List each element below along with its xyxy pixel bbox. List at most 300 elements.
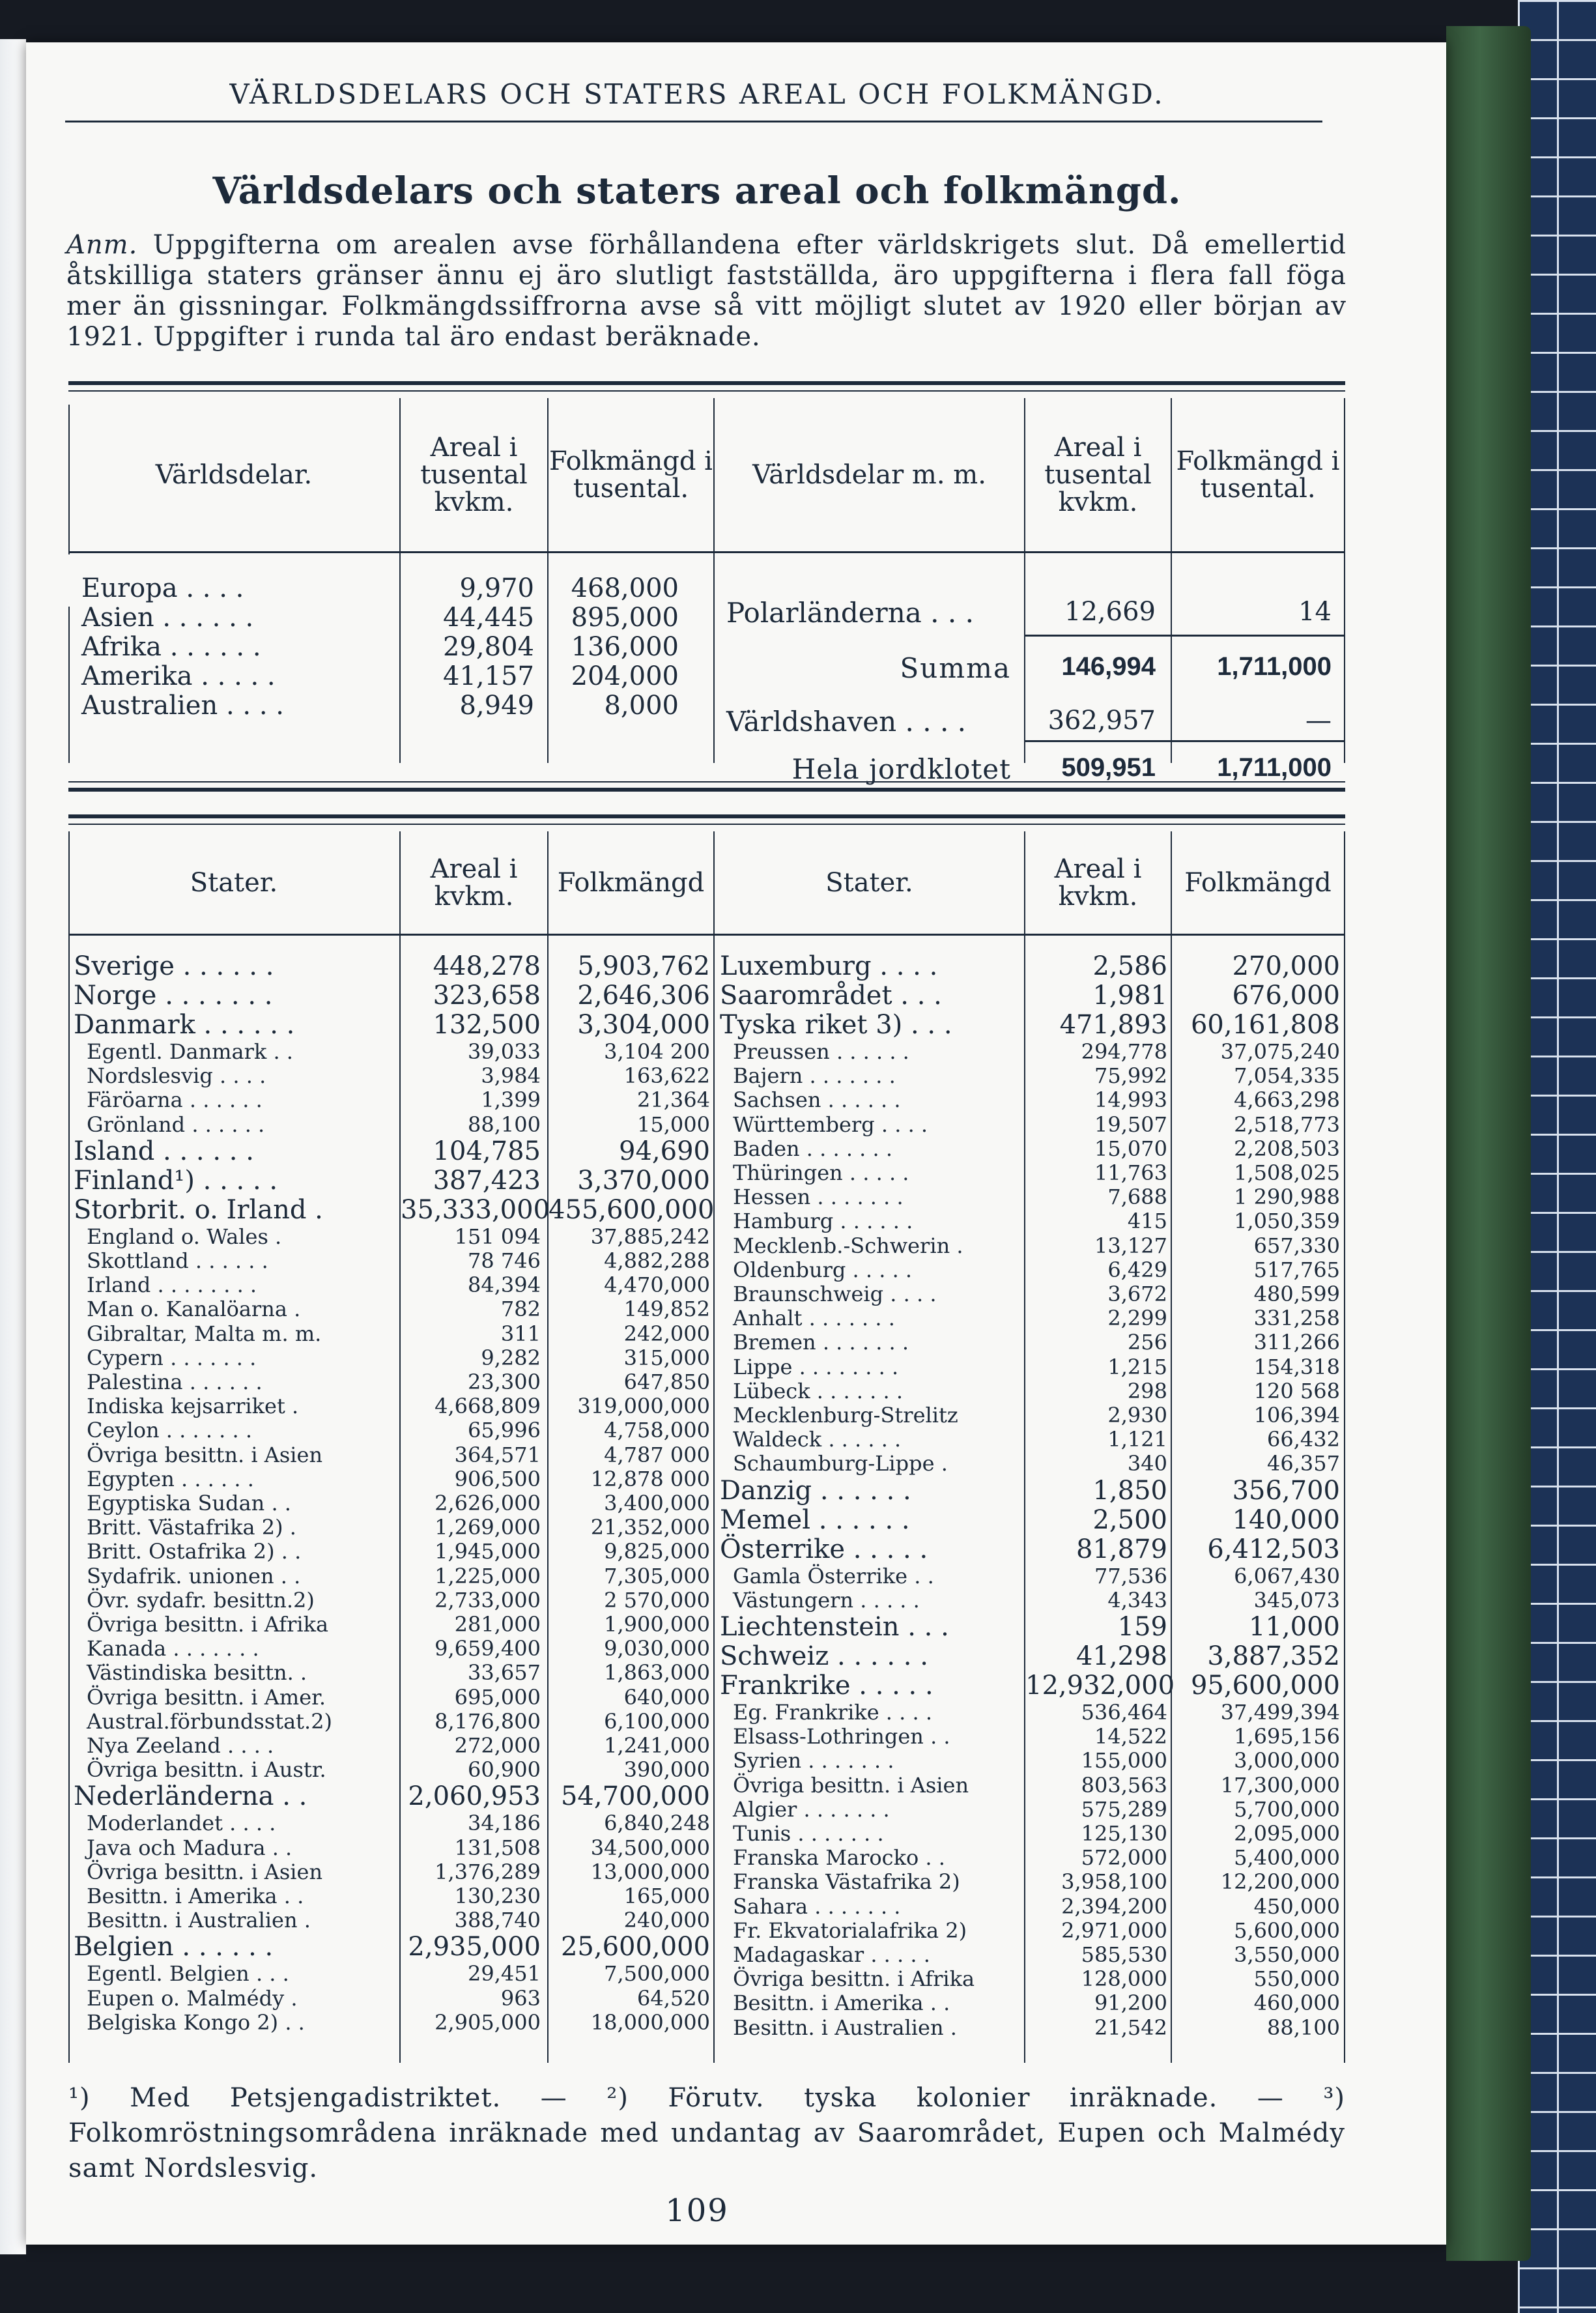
- row-areal: 695,000: [454, 1684, 541, 1710]
- row-areal: 13,127: [1094, 1233, 1167, 1258]
- table-row: [68, 1234, 1345, 1258]
- table-row: [68, 1185, 1345, 1209]
- intro-text: Uppgifterna om arealen avse förhållandena efter världskrigets slut. Då emellertid åtskilliga staters gränser ännu ej äro slutligt fastställda, äro uppgifterna i flera fall föga mer än gissningar. Folkmängdssiffrorna avse så vitt möjligt slutet av 1920 eller början av 1921. Uppgifter i runda tal äro endast beräknade.: [66, 230, 1347, 352]
- row-areal: 2,905,000: [435, 2009, 541, 2035]
- summa-label: Summa: [900, 652, 1011, 684]
- row-name: Övriga besittn. i Amer.: [87, 1684, 326, 1710]
- row-folk: 2,208,503: [1234, 1136, 1340, 1161]
- row-name: Gamla Österrike . .: [733, 1563, 934, 1588]
- row-areal: 256: [1127, 1330, 1167, 1355]
- row-name: Luxemburg . . . .: [720, 951, 938, 981]
- row-folk: 331,258: [1253, 1306, 1340, 1331]
- row-name: Övriga besittn. i Asien: [87, 1442, 323, 1467]
- table-row: [68, 2016, 1345, 2040]
- row-areal: 39,033: [468, 1039, 541, 1064]
- row-folk: 13,000,000: [590, 1859, 710, 1884]
- row-folk: 7,305,000: [604, 1563, 710, 1588]
- row-areal: 906,500: [454, 1466, 541, 1491]
- row-areal: 2,586: [1092, 951, 1167, 981]
- row-folk: 88,100: [1267, 2015, 1340, 2040]
- row-name: Besittn. i Amerika . .: [87, 1884, 304, 1908]
- row-name: Britt. Västafrika 2) .: [87, 1515, 296, 1540]
- row-folk: 7,054,335: [1234, 1063, 1340, 1089]
- row-areal: 75,992: [1094, 1063, 1167, 1089]
- table-row: [68, 1671, 1345, 1701]
- summa-folk: 1,711,000: [1217, 652, 1332, 681]
- row-name: Västungern . . . . .: [733, 1587, 920, 1613]
- table-row: [68, 1330, 1345, 1355]
- row-folk: 240,000: [623, 1908, 710, 1933]
- row-folk: 5,903,762: [577, 951, 710, 981]
- row-name: Besittn. i Australien .: [733, 2015, 957, 2040]
- row-folk: 468,000: [571, 573, 679, 603]
- row-folk: 640,000: [623, 1684, 710, 1710]
- page-title: Världsdelars och staters areal och folkmängd.: [212, 169, 1182, 212]
- row-name: Eupen o. Malmédy .: [87, 1985, 298, 2011]
- row-folk: 21,352,000: [590, 1515, 710, 1540]
- row-folk: 1,863,000: [604, 1660, 710, 1686]
- row-areal: 2,299: [1107, 1306, 1167, 1331]
- facing-page-edge: [0, 39, 26, 2254]
- row-areal: 29,451: [468, 1961, 541, 1987]
- states-table: [68, 814, 1345, 2063]
- row-folk: 242,000: [623, 1321, 710, 1346]
- row-folk: 6,100,000: [604, 1708, 710, 1734]
- table-row: [68, 1870, 1345, 1894]
- intro-anm-label: Anm.: [66, 230, 138, 260]
- row-areal: 2,394,200: [1061, 1893, 1167, 1919]
- row-folk: 460,000: [1253, 1990, 1340, 2016]
- col-header-folkmangd-stater-right: Folkmängd: [1184, 867, 1332, 898]
- row-folk: 2 570,000: [604, 1587, 710, 1613]
- row-folk: 149,852: [623, 1297, 710, 1322]
- row-name: Övriga besittn. i Afrika: [87, 1612, 329, 1637]
- row-areal: 1,399: [481, 1087, 541, 1113]
- row-name: Grönland . . . . . .: [87, 1112, 265, 1137]
- row-folk: 1,508,025: [1234, 1160, 1340, 1185]
- row-folk: 550,000: [1253, 1966, 1340, 1992]
- row-areal: 2,500: [1092, 1504, 1167, 1535]
- row-name: Besittn. i Amerika . .: [733, 1990, 950, 2016]
- row-name: Mecklenburg-Strelitz: [733, 1403, 958, 1428]
- row-name: Övriga besittn. i Asien: [87, 1859, 323, 1884]
- col-header-varldsdelar-mm: Världsdelar m. m.: [752, 459, 986, 490]
- row-name: Liechtenstein . . .: [720, 1612, 949, 1642]
- row-areal: 782: [500, 1297, 541, 1322]
- row-folk: 54,700,000: [560, 1781, 710, 1812]
- table-row: [68, 1011, 1345, 1040]
- row-folk: 4,758,000: [604, 1418, 710, 1443]
- row-areal: 9,282: [481, 1345, 541, 1370]
- row-name: Ceylon . . . . . . .: [87, 1418, 253, 1443]
- row-name: Nordslesvig . . . .: [87, 1063, 266, 1089]
- row-folk: 64,520: [637, 1985, 710, 2011]
- row-name: Java och Madura . .: [87, 1835, 292, 1860]
- row-name: Belgiska Kongo 2) . .: [87, 2009, 305, 2035]
- row-folk: 11,000: [1249, 1612, 1340, 1642]
- table-row: [68, 1064, 1345, 1088]
- row-folk: 66,432: [1267, 1427, 1340, 1452]
- row-areal: 294,778: [1081, 1039, 1167, 1064]
- row-folk: 455,600,000: [549, 1194, 715, 1225]
- row-areal: 2,971,000: [1061, 1918, 1167, 1943]
- row-folk: 2,646,306: [577, 981, 710, 1011]
- row-name: Europa . . . .: [81, 573, 244, 603]
- row-areal: 104,785: [433, 1136, 541, 1166]
- row-folk: 8,000: [604, 691, 679, 721]
- row-folk: 4,882,288: [604, 1248, 710, 1273]
- row-folk: 5,700,000: [1234, 1796, 1340, 1822]
- row-name: Besittn. i Australien .: [87, 1908, 311, 1933]
- table-row: [68, 1919, 1345, 1943]
- row-areal: 23,300: [468, 1370, 541, 1394]
- varldshaven-folk: —: [1305, 706, 1332, 736]
- polar-name: Polarländerna . . .: [726, 597, 974, 629]
- row-name: Braunschweig . . . .: [733, 1282, 937, 1306]
- row-areal: 572,000: [1081, 1845, 1167, 1871]
- row-name: Britt. Ostafrika 2) . .: [87, 1539, 302, 1564]
- row-folk: 480,599: [1253, 1282, 1340, 1306]
- row-folk: 311,266: [1253, 1330, 1340, 1355]
- row-folk: 18,000,000: [590, 2009, 710, 2035]
- row-name: Belgien . . . . . .: [74, 1932, 274, 1962]
- row-folk: 4,470,000: [604, 1272, 710, 1298]
- table-row: [68, 1613, 1345, 1642]
- row-name: Schweiz . . . . . .: [720, 1641, 928, 1671]
- row-areal: 11,763: [1094, 1160, 1167, 1185]
- table-row: [68, 1088, 1345, 1112]
- polar-areal: 12,669: [1064, 597, 1156, 627]
- row-folk: 315,000: [623, 1345, 710, 1370]
- row-name: Hessen . . . . . . .: [733, 1185, 904, 1210]
- row-areal: 34,186: [468, 1811, 541, 1836]
- row-areal: 2,060,953: [408, 1781, 541, 1812]
- row-areal: 88,100: [468, 1112, 541, 1137]
- row-name: Egyptiska Sudan . .: [87, 1491, 291, 1516]
- row-name: Preussen . . . . . .: [733, 1039, 909, 1064]
- table-row: [68, 1564, 1345, 1588]
- row-name: Österrike . . . . .: [720, 1534, 928, 1564]
- table-row: [68, 1991, 1345, 2015]
- row-name: Man o. Kanalöarna .: [87, 1297, 301, 1322]
- row-areal: 3,958,100: [1061, 1869, 1167, 1895]
- row-name: Waldeck . . . . . .: [733, 1427, 902, 1452]
- row-folk: 6,067,430: [1234, 1563, 1340, 1588]
- row-name: Franska Västafrika 2): [733, 1869, 960, 1895]
- row-folk: 94,690: [619, 1136, 710, 1166]
- row-folk: 4,663,298: [1234, 1087, 1340, 1113]
- row-areal: 151 094: [454, 1224, 541, 1249]
- row-name: Baden . . . . . . .: [733, 1136, 893, 1161]
- row-areal: 44,445: [443, 603, 534, 633]
- row-areal: 1,225,000: [435, 1563, 541, 1588]
- row-name: Norge . . . . . . .: [74, 981, 273, 1011]
- row-name: Egentl. Belgien . . .: [87, 1961, 289, 1987]
- row-name: Thüringen . . . . .: [733, 1160, 909, 1185]
- row-areal: 1,376,289: [435, 1859, 541, 1884]
- table-row: [68, 1209, 1345, 1233]
- row-areal: 311: [500, 1321, 541, 1346]
- row-areal: 15,070: [1094, 1136, 1167, 1161]
- book-page: [26, 42, 1446, 2245]
- row-folk: 12,200,000: [1220, 1869, 1340, 1895]
- row-areal: 155,000: [1081, 1748, 1167, 1774]
- row-areal: 60,900: [468, 1757, 541, 1783]
- row-name: Sahara . . . . . . .: [733, 1893, 901, 1919]
- table-row: [68, 1137, 1345, 1161]
- row-areal: 81,879: [1076, 1534, 1167, 1564]
- row-folk: 120 568: [1253, 1378, 1340, 1403]
- row-name: Indiska kejsarriket .: [87, 1394, 299, 1419]
- row-areal: 6,429: [1107, 1257, 1167, 1282]
- row-folk: 165,000: [623, 1884, 710, 1908]
- intro-note: [66, 230, 1347, 352]
- row-areal: 9,659,400: [435, 1636, 541, 1661]
- row-folk: 12,878 000: [590, 1466, 710, 1491]
- row-areal: 41,157: [443, 661, 534, 691]
- table-row: [68, 1282, 1345, 1306]
- row-name: Finland¹) . . . . .: [74, 1165, 278, 1196]
- row-areal: 4,343: [1107, 1587, 1167, 1613]
- hela-jordklotet-folk: 1,711,000: [1217, 753, 1332, 782]
- row-areal: 1,850: [1092, 1475, 1167, 1506]
- polar-folk: 14: [1298, 597, 1332, 627]
- row-name: Övriga besittn. i Austr.: [87, 1757, 326, 1783]
- row-folk: 136,000: [571, 632, 679, 662]
- row-name: Kanada . . . . . . .: [87, 1636, 259, 1661]
- row-areal: 803,563: [1081, 1772, 1167, 1798]
- col-header-areal-right: Areal i tusental kvkm.: [1044, 432, 1152, 517]
- row-folk: 5,600,000: [1234, 1918, 1340, 1943]
- row-areal: 448,278: [433, 951, 541, 981]
- row-areal: 364,571: [454, 1442, 541, 1467]
- row-areal: 8,176,800: [435, 1708, 541, 1734]
- row-name: Algier . . . . . . .: [733, 1796, 890, 1822]
- row-name: Schaumburg-Lippe .: [733, 1451, 948, 1476]
- table-row: [68, 1749, 1345, 1773]
- table-row: [68, 1403, 1345, 1428]
- row-areal: 1,121: [1107, 1427, 1167, 1452]
- row-areal: 575,289: [1081, 1796, 1167, 1822]
- running-header: VÄRLDSDELARS OCH STATERS AREAL OCH FOLKMÄNGD.: [229, 78, 1165, 110]
- row-areal: 65,996: [468, 1418, 541, 1443]
- row-name: Amerika . . . . .: [81, 661, 276, 691]
- row-name: Färöarna . . . . . .: [87, 1087, 263, 1113]
- col-header-stater-right: Stater.: [825, 867, 913, 898]
- row-name: Frankrike . . . . .: [720, 1671, 933, 1701]
- row-areal: 41,298: [1076, 1641, 1167, 1671]
- row-name: Mecklenb.-Schwerin .: [733, 1233, 963, 1258]
- row-name: Nederländerna . .: [74, 1781, 307, 1812]
- row-areal: 8,949: [459, 691, 534, 721]
- row-name: Württemberg . . . .: [733, 1112, 928, 1137]
- footnotes: ¹) Med Petsjengadistriktet. — ²) Förutv. tyska kolonier inräknade. — ³) Folkomröstningsområdena inräknade med undantag av Saarområdet, Eupen och Malmédy samt Nordslesvig.: [68, 2083, 1345, 2183]
- row-folk: 676,000: [1232, 981, 1340, 1011]
- table-row: [68, 1506, 1345, 1535]
- row-folk: 3,550,000: [1234, 1942, 1340, 1967]
- row-areal: 12,932,000: [1025, 1671, 1175, 1701]
- row-name: Övriga besittn. i Afrika: [733, 1966, 975, 1992]
- row-folk: 37,885,242: [590, 1224, 710, 1249]
- row-areal: 2,733,000: [435, 1587, 541, 1613]
- row-areal: 35,333,000: [401, 1194, 550, 1225]
- row-folk: 319,000,000: [577, 1394, 710, 1419]
- row-name: Elsass-Lothringen . .: [733, 1724, 950, 1749]
- table-row: [68, 1701, 1345, 1725]
- table-row: [68, 1161, 1345, 1185]
- row-name: Danzig . . . . . .: [720, 1475, 911, 1506]
- row-folk: 1,900,000: [604, 1612, 710, 1637]
- row-folk: 517,765: [1253, 1257, 1340, 1282]
- row-folk: 1,695,156: [1234, 1724, 1340, 1749]
- varldshaven-name: Världshaven . . . .: [726, 706, 966, 738]
- row-areal: 7,688: [1107, 1185, 1167, 1210]
- row-name: Madagaskar . . . . .: [733, 1942, 930, 1967]
- row-areal: 78 746: [468, 1248, 541, 1273]
- row-areal: 2,626,000: [435, 1491, 541, 1516]
- row-name: Island . . . . . .: [74, 1136, 254, 1166]
- table-row: [68, 1798, 1345, 1822]
- book-cover-edge: [1446, 26, 1531, 2261]
- col-header-areal: Areal i tusental kvkm.: [420, 432, 528, 517]
- table-row: [68, 1642, 1345, 1671]
- col-header-areal-kvkm: Areal i kvkm.: [430, 854, 518, 912]
- row-folk: 657,330: [1253, 1233, 1340, 1258]
- row-folk: 37,499,394: [1220, 1700, 1340, 1725]
- row-areal: 387,423: [433, 1165, 541, 1196]
- row-areal: 1,945,000: [435, 1539, 541, 1564]
- row-folk: 3,304,000: [577, 1010, 710, 1040]
- table-row: [68, 952, 1345, 981]
- row-name: England o. Wales .: [87, 1224, 282, 1249]
- table-row: [68, 1535, 1345, 1564]
- row-areal: 272,000: [454, 1733, 541, 1758]
- row-name: Franska Marocko . .: [733, 1845, 945, 1871]
- row-areal: 3,672: [1107, 1282, 1167, 1306]
- row-areal: 963: [500, 1985, 541, 2011]
- row-name: Syrien . . . . . . .: [733, 1748, 894, 1774]
- row-name: Anhalt . . . . . . .: [733, 1306, 895, 1331]
- row-folk: 21,364: [637, 1087, 710, 1113]
- row-areal: 1,269,000: [435, 1515, 541, 1540]
- row-name: Gibraltar, Malta m. m.: [87, 1321, 322, 1346]
- row-folk: 356,700: [1232, 1475, 1340, 1506]
- row-folk: 270,000: [1232, 951, 1340, 981]
- row-folk: 3,400,000: [604, 1491, 710, 1516]
- row-name: Övriga besittn. i Asien: [733, 1772, 969, 1798]
- row-name: Danmark . . . . . .: [74, 1010, 295, 1040]
- row-areal: 14,993: [1094, 1087, 1167, 1113]
- row-folk: 647,850: [623, 1370, 710, 1394]
- row-name: Asien . . . . . .: [81, 603, 254, 633]
- hela-jordklotet-label: Hela jordklotet: [791, 753, 1011, 785]
- row-name: Irland . . . . . . . .: [87, 1272, 257, 1298]
- row-name: Bajern . . . . . . .: [733, 1063, 896, 1089]
- row-areal: 2,935,000: [408, 1932, 541, 1962]
- row-folk: 1,050,359: [1234, 1209, 1340, 1234]
- table-row: [68, 1040, 1345, 1064]
- row-folk: 3,887,352: [1207, 1641, 1340, 1671]
- row-name: Bremen . . . . . . .: [733, 1330, 909, 1355]
- row-name: Nya Zeeland . . . .: [87, 1733, 274, 1758]
- row-areal: 84,394: [468, 1272, 541, 1298]
- row-folk: 17,300,000: [1220, 1772, 1340, 1798]
- row-areal: 298: [1127, 1378, 1167, 1403]
- continents-table: [68, 381, 1345, 792]
- row-folk: 140,000: [1232, 1504, 1340, 1535]
- table-row: [68, 1822, 1345, 1846]
- row-folk: 3,104 200: [604, 1039, 710, 1064]
- varldshaven-areal: 362,957: [1047, 706, 1156, 736]
- row-areal: 21,542: [1094, 2015, 1167, 2040]
- table-row: [68, 1967, 1345, 1991]
- row-areal: 471,893: [1059, 1010, 1167, 1040]
- row-areal: 132,500: [433, 1010, 541, 1040]
- row-folk: 1,241,000: [604, 1733, 710, 1758]
- row-folk: 450,000: [1253, 1893, 1340, 1919]
- row-name: Lippe . . . . . . . .: [733, 1354, 899, 1379]
- row-folk: 25,600,000: [560, 1932, 710, 1962]
- table-row: [68, 1588, 1345, 1613]
- table-row: [68, 1943, 1345, 1967]
- row-areal: 130,230: [454, 1884, 541, 1908]
- row-name: Hamburg . . . . . .: [733, 1209, 913, 1234]
- row-areal: 131,508: [454, 1835, 541, 1860]
- table-row: [68, 1895, 1345, 1919]
- row-folk: 3,370,000: [577, 1165, 710, 1196]
- row-folk: 390,000: [623, 1757, 710, 1783]
- row-name: Fr. Ekvatorialafrika 2): [733, 1918, 967, 1943]
- row-folk: 3,000,000: [1234, 1748, 1340, 1774]
- row-name: Eg. Frankrike . . . .: [733, 1700, 932, 1725]
- row-name: Egentl. Danmark . .: [87, 1039, 293, 1064]
- row-folk: 895,000: [571, 603, 679, 633]
- col-header-folkmangd-stater: Folkmängd: [557, 867, 705, 898]
- table-row: [68, 1355, 1345, 1379]
- row-name: Västindiska besittn. .: [87, 1660, 307, 1686]
- row-folk: 95,600,000: [1190, 1671, 1340, 1701]
- page-number: 109: [665, 2192, 729, 2229]
- table-row: [68, 1725, 1345, 1749]
- row-name: Skottland . . . . . .: [87, 1248, 268, 1273]
- row-name: Sverige . . . . . .: [74, 951, 274, 981]
- row-name: Tyska riket 3) . . .: [720, 1010, 952, 1040]
- row-name: Sachsen . . . . . .: [733, 1087, 901, 1113]
- table-row: [68, 1846, 1345, 1870]
- col-header-folkmangd-right: Folkmängd i tusental.: [1176, 446, 1340, 504]
- row-areal: 33,657: [468, 1660, 541, 1686]
- row-folk: 1 290,988: [1234, 1185, 1340, 1210]
- table-row: [68, 981, 1345, 1011]
- row-folk: 163,622: [623, 1063, 710, 1089]
- row-areal: 1,215: [1107, 1354, 1167, 1379]
- row-folk: 7,500,000: [604, 1961, 710, 1987]
- hela-jordklotet-areal: 509,951: [1061, 753, 1156, 782]
- row-folk: 5,400,000: [1234, 1845, 1340, 1871]
- col-header-stater: Stater.: [190, 867, 278, 898]
- table-row: [68, 1774, 1345, 1798]
- row-areal: 29,804: [443, 632, 534, 662]
- row-folk: 106,394: [1253, 1403, 1340, 1428]
- table-row: [68, 1476, 1345, 1506]
- row-name: Cypern . . . . . . .: [87, 1345, 257, 1370]
- row-areal: 2,930: [1107, 1403, 1167, 1428]
- row-areal: 159: [1117, 1612, 1167, 1642]
- row-folk: 2,518,773: [1234, 1112, 1340, 1137]
- col-header-folkmangd: Folkmängd i tusental.: [549, 446, 713, 504]
- row-name: Afrika . . . . . .: [81, 632, 261, 662]
- row-folk: 37,075,240: [1220, 1039, 1340, 1064]
